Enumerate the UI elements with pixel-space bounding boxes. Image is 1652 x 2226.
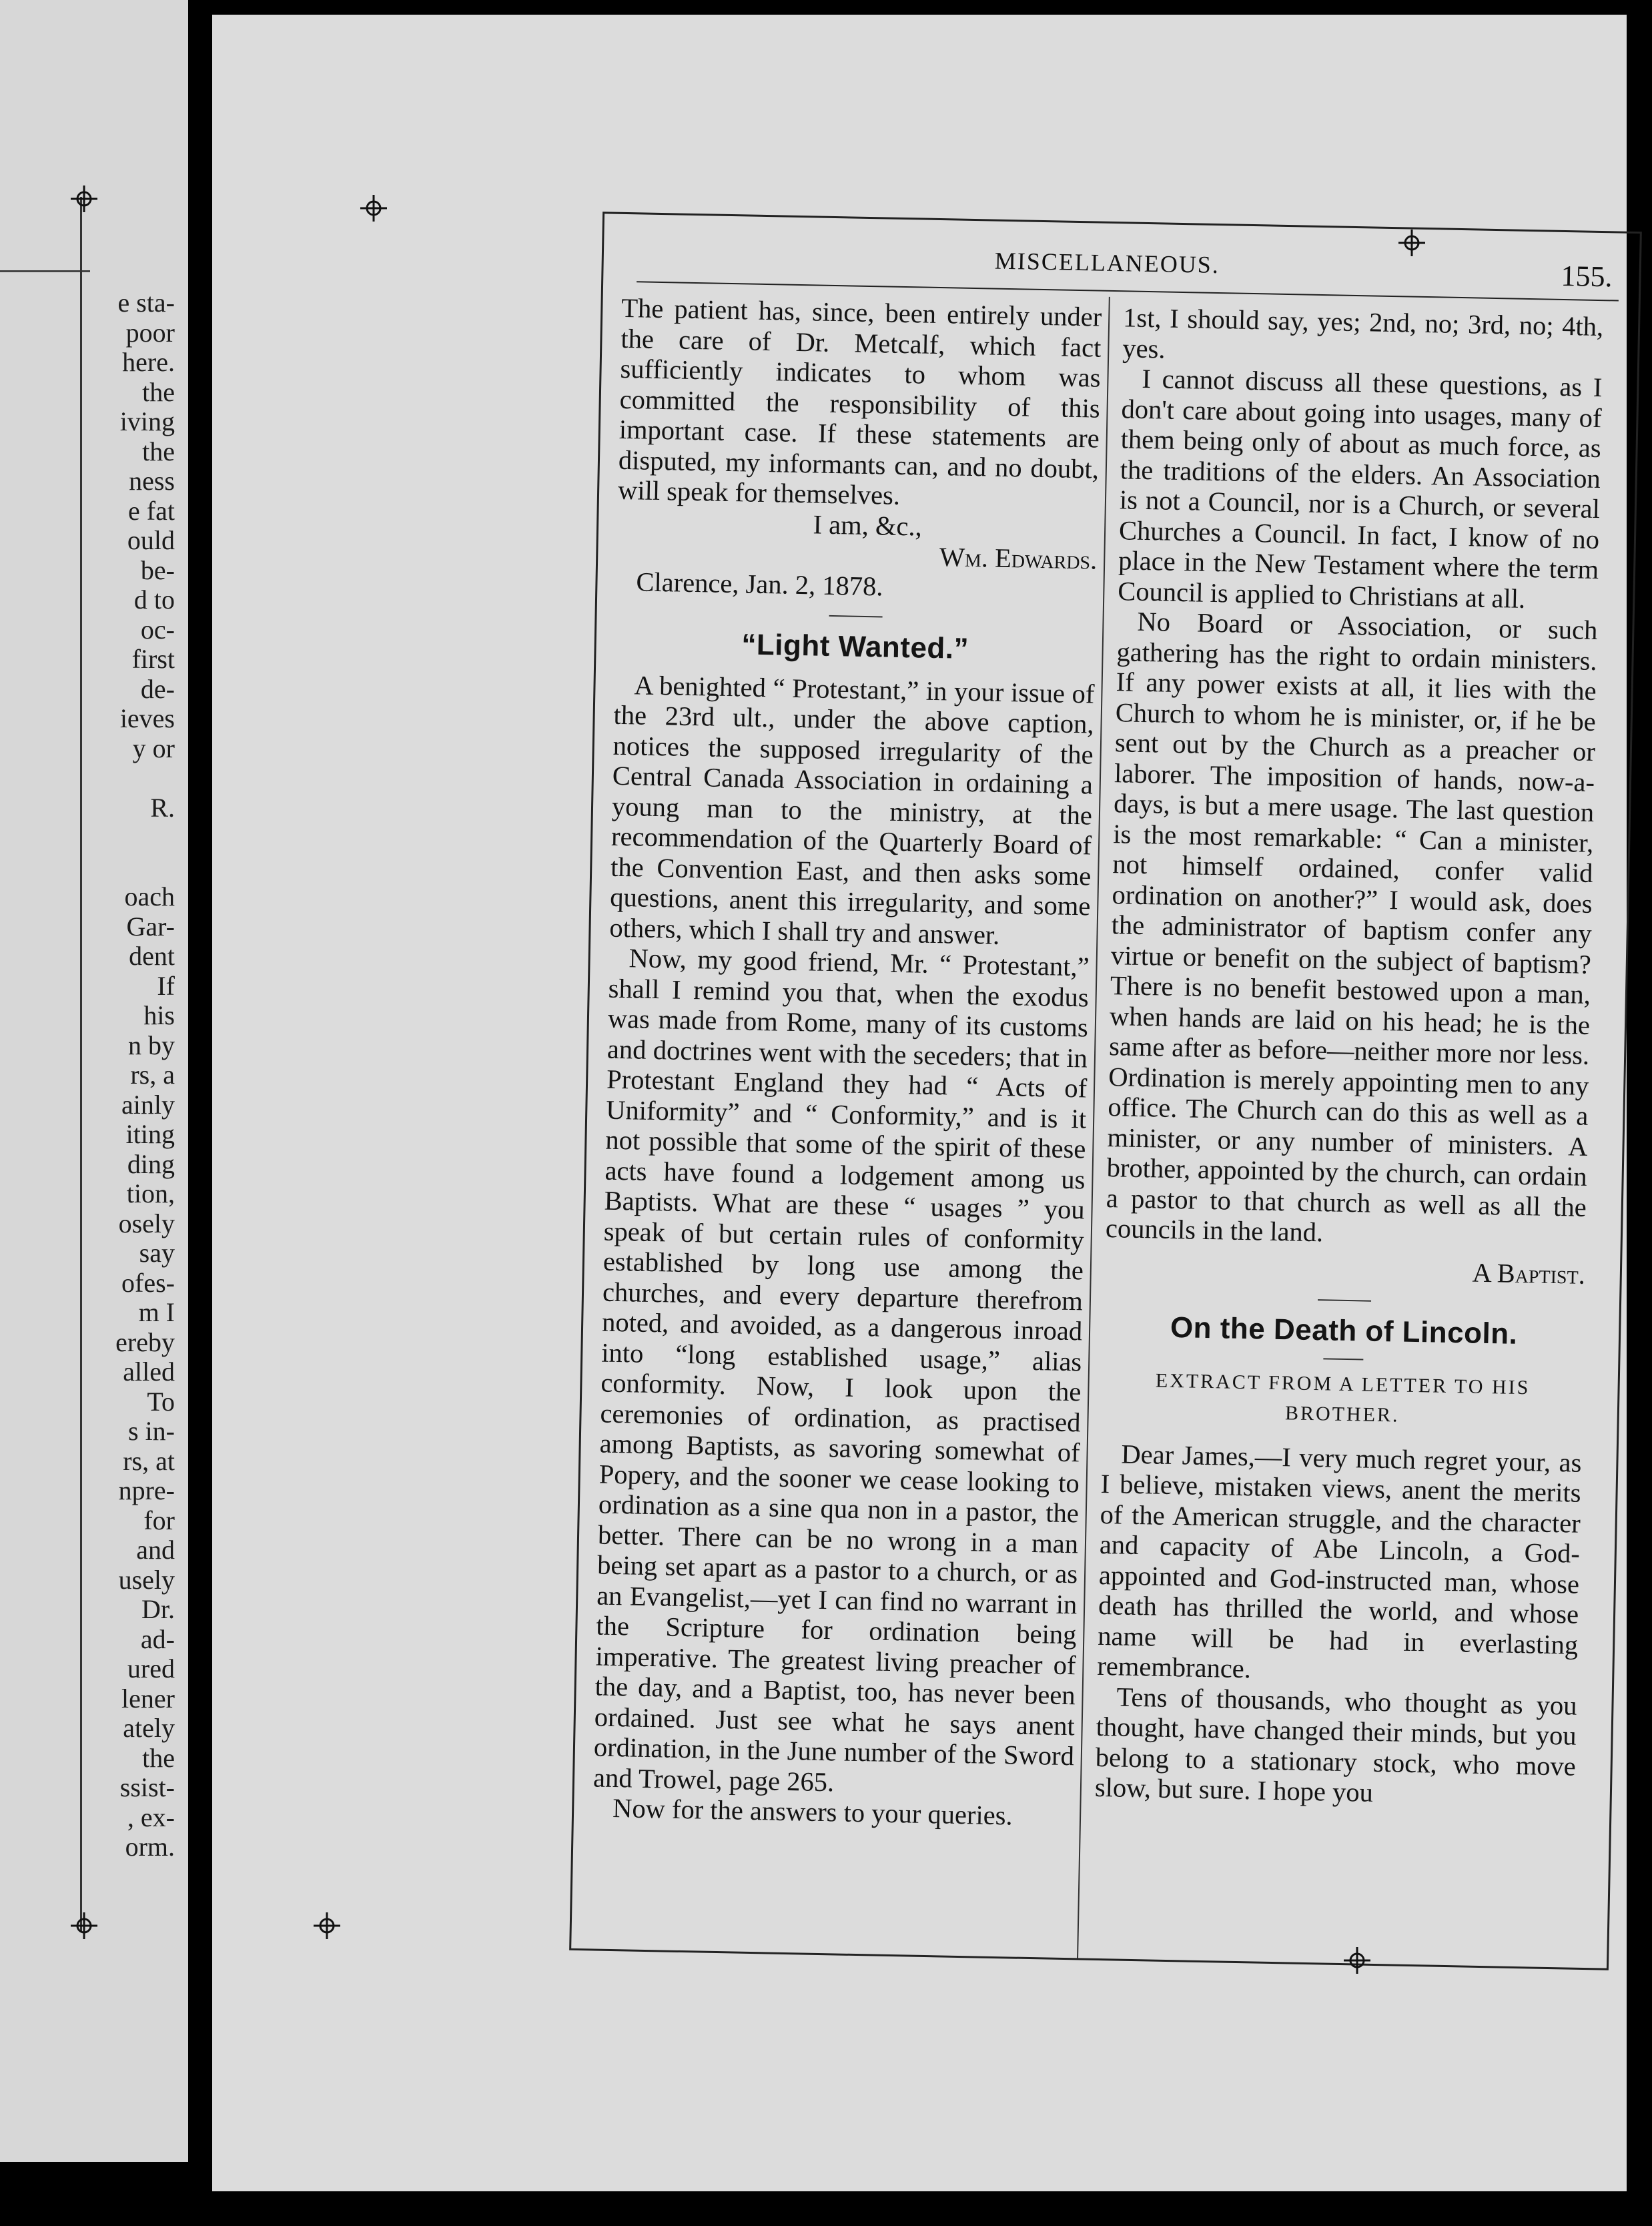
article-signature: A Baptist. — [1472, 1257, 1586, 1290]
heading-rule — [1323, 1358, 1363, 1360]
left-column — [592, 293, 1102, 1832]
left-page-line-fragment: ofes- — [121, 1267, 175, 1298]
left-page-line-fragment: y or — [132, 733, 175, 763]
left-page-line-fragment: If — [157, 970, 175, 1001]
corner-ornament-icon — [71, 186, 97, 212]
left-page-line-fragment: d to — [133, 585, 175, 615]
article-paragraph: Tens of thousands, who thought as you thought, have changed their minds, but you belong to a stationary stock, who move slow, but sure. I hope you — [1094, 1681, 1577, 1808]
left-page-line-fragment: ured — [127, 1653, 175, 1684]
left-page-line-fragment: To — [147, 1386, 175, 1417]
left-page-line-fragment: R. — [150, 792, 175, 823]
left-page-line-fragment: oach — [124, 881, 175, 911]
left-page-line-fragment: de- — [140, 673, 175, 704]
left-page-line-fragment: e fat — [128, 495, 175, 526]
corner-ornament-icon — [314, 1912, 340, 1939]
left-page-line-fragment: , ex- — [127, 1802, 175, 1832]
article-paragraph: A benighted “ Protestant,” in your issue of the 23rd ult., under the above caption, notices the supposed irregularity of the Central Canada Association in ordaining a young man to the ministry, at the recommendation of the Quarterly Board of the Convention East, and then asks some questions, anent this irregularity, and some others, which I shall try and answer. — [609, 669, 1095, 950]
left-page-line-fragment: osely — [118, 1208, 175, 1238]
previous-page-fragment — [0, 0, 188, 2162]
left-page-line-fragment: tion, — [126, 1178, 175, 1208]
left-page-line-fragment: be- — [140, 554, 175, 585]
left-page-line-fragment: oc- — [140, 614, 175, 645]
article-paragraph: I cannot discuss all these questions, as I don't care about going into usages, many of them being only of about as much force, as the traditions of the elders. An Association is not a Council, nor is a Church, or several Churches a Council. In fact, I know of no place in the New Testament where the term Council is applied to Christians at all. — [1117, 363, 1603, 614]
left-page-line-fragment: rs, a — [130, 1060, 175, 1090]
left-page-line-fragment: ad- — [140, 1623, 175, 1654]
left-page-line-fragment: iving — [119, 406, 175, 436]
left-page-line-fragment: and — [136, 1535, 175, 1565]
article-paragraph: No Board or Association, or such gathering has the right to ordain ministers. If any power exists at all, it lies with the Church to whom he is minister, or, if he be sent out by the Church as a preacher or laborer. The imposition of hands, now-a-days, is but a mere usage. The last question is the most remarkable: “ Can a minister, not himself ordained, confer valid ordination on another?” I would ask, does the administrator of baptism confer any virtue or benefit on the subject of baptism? There is no benefit bestowed upon a man, when hands are laid on his head; he is the same after as before—neither more nor less. Ordination is merely appointing men to any office. The Church can do this as well as a minister, or any number of ministers. A brother, appointed by the church, can ordain a pastor to that church as well as all the councils in the land. — [1105, 606, 1598, 1248]
left-page-line-fragment: ieves — [119, 703, 175, 733]
left-page-line-fragment: iting — [125, 1119, 175, 1149]
article-paragraph: Now, my good friend, Mr. “ Protestant,” shall I remind you that, when the exodus was made from Rome, many of its customs and doctrines went with the seceders; that in Protestant England they had “ Acts of Uniformity” and “ Conformity,” and is it not possible that some of the spirit of these acts have found a lodgement among us Baptists. What are these “ usages ” you speak of but certain rules of conformity established by long use among the churches, and every departure therefrom noted, and avoided, as a dangerous inroad into “long established usage,” alias conformity. Now, I look upon the ceremonies of ordination, as practised among Baptists, as savoring somewhat of Popery, and the sooner we cease looking to ordination as a sine qua non in a pastor, the better. There can be no wrong in a man being set apart as a pastor to a church, or as an Evangelist,—yet I can find no warrant in the Scripture for ordination being imperative. The greatest living preacher of the day, and a Baptist, too, has never been ordained. Just see what he says anent ordination, in the June number of the Sword and Trowel, page 265. — [592, 943, 1090, 1797]
left-page-line-fragment: the — [142, 436, 175, 466]
section-separator — [1318, 1299, 1371, 1302]
left-page-line-fragment: usely — [118, 1564, 175, 1595]
left-page-line-fragment: his — [143, 1000, 175, 1030]
left-page-line-fragment: first — [131, 644, 175, 674]
left-page-line-fragment: here. — [122, 347, 175, 377]
left-page-line-fragment: n by — [128, 1030, 175, 1060]
letter-signature: Wm. Edwards. — [939, 542, 1098, 575]
left-page-line-fragment: ssist- — [119, 1772, 175, 1802]
left-page-line-fragment: say — [139, 1238, 175, 1268]
left-page-line-fragment: ately — [123, 1713, 175, 1743]
left-page-line-fragment: ness — [129, 466, 175, 496]
left-page-line-fragment: rs, at — [123, 1445, 175, 1476]
book-page — [212, 15, 1627, 2191]
left-page-line-fragment: ereby — [115, 1327, 175, 1357]
left-page-line-fragment: Gar- — [126, 911, 175, 942]
left-page-line-fragment: npre- — [118, 1475, 175, 1505]
running-head — [603, 214, 1639, 295]
left-page-line-fragment: for — [143, 1505, 175, 1535]
answers-paragraph: 1st, I should say, yes; 2nd, no; 3rd, no; 4th, yes. — [1122, 302, 1604, 364]
left-page-line-fragment: the — [142, 1742, 175, 1773]
left-page-line-fragment: Dr. — [141, 1594, 175, 1624]
letter-dateline: Clarence, Jan. 2, 1878. — [636, 566, 883, 601]
left-page-header-rule — [0, 270, 90, 272]
left-page-line-fragment: s in- — [128, 1416, 175, 1446]
letter-closing-paragraph: The patient has, since, been entirely under the care of Dr. Metcalf, which fact sufficiently indicates to whom was committed the responsibility of this important case. If these statements are disputed, my informants can, and no doubt, will speak for themselves. — [617, 292, 1102, 510]
left-page-line-fragment: ding — [127, 1148, 175, 1179]
letter-closing: I am, &c., — [813, 508, 923, 542]
article-heading-light-wanted: “Light Wanted.” — [741, 628, 969, 665]
section-separator — [829, 615, 883, 618]
left-page-line-fragment: the — [142, 376, 175, 407]
article-subheading: EXTRACT FROM A LETTER TO HIS BROTHER. — [1155, 1369, 1531, 1427]
left-page-line-fragment: ainly — [121, 1089, 175, 1120]
left-page-line-fragment: alled — [123, 1357, 175, 1387]
left-page-frame-rule — [80, 197, 82, 1932]
page-number: 155. — [1561, 259, 1613, 294]
page-frame — [569, 212, 1642, 1970]
right-column — [1095, 302, 1604, 1812]
left-page-line-fragment: orm. — [125, 1832, 175, 1862]
left-page-line-fragment: dent — [129, 941, 175, 971]
left-page-line-fragment: poor — [125, 317, 175, 348]
running-head-title: MISCELLANEOUS. — [994, 247, 1220, 279]
left-page-line-fragment: e sta- — [117, 288, 175, 318]
left-page-line-fragment: m I — [138, 1297, 175, 1327]
corner-ornament-icon — [1398, 230, 1425, 256]
article-paragraph: Now for the answers to your queries. — [612, 1793, 1013, 1831]
corner-ornament-icon — [1344, 1947, 1370, 1974]
corner-ornament-icon — [71, 1912, 97, 1939]
article-paragraph: Dear James,—I very much regret your, as I believe, mistaken views, anent the merits of the American struggle, and the character and capacity of Abe Lincoln, a God-appointed and God-instructed man, whose death has thrilled the world, and whose name will be had in everlasting remembrance. — [1097, 1439, 1582, 1684]
article-heading-death-of-lincoln: On the Death of Lincoln. — [1170, 1311, 1518, 1351]
corner-ornament-icon — [360, 195, 387, 222]
left-page-line-fragment: lener — [121, 1683, 175, 1714]
left-page-line-fragment: ould — [127, 525, 175, 555]
